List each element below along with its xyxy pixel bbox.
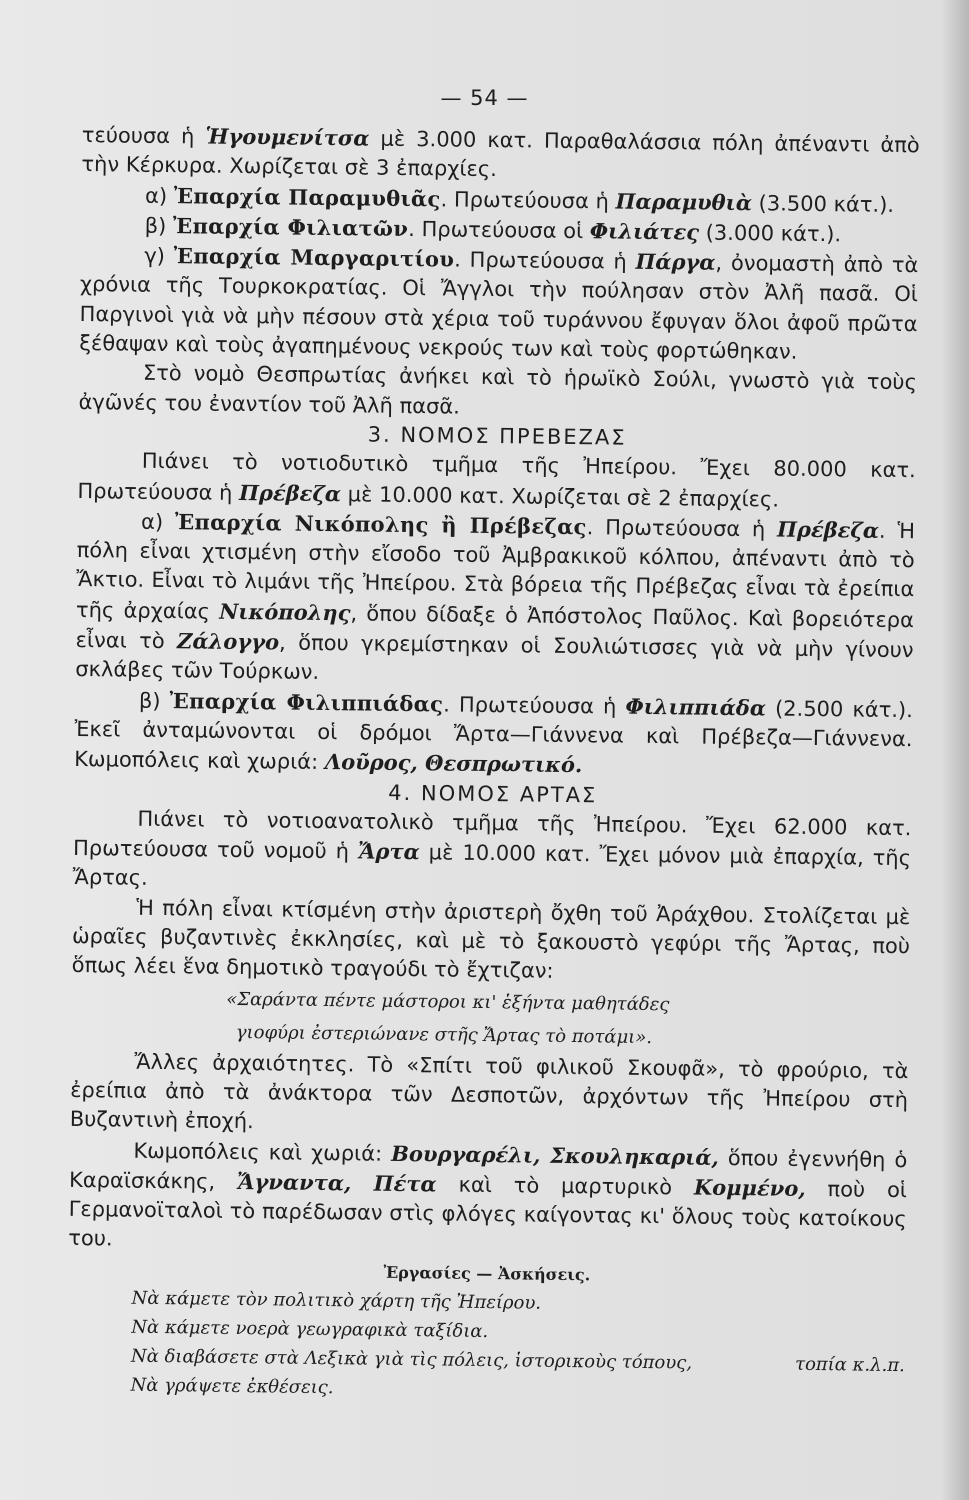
folk-song-line-2: γιοφύρι ἐστεριώνανε στῆς Ἄρτας τὸ ποτάμι».: [235, 1021, 653, 1048]
page-number: — 54 —: [440, 86, 529, 110]
paragraph-souli: Στὸ νομὸ Θεσπρωτίας ἀνήκει καὶ τὸ ἡρωϊκὸ Σούλι, γνωστὸ γιὰ τοὺς ἀγῶνές του ἐναντίον τοῦ Ἀλῆ πασᾶ.: [78, 361, 918, 419]
province-nikopoli: α) Ἐπαρχία Νικόπολης ἢ Πρέβεζας. Πρωτεύουσα ἡ Πρέβεζα. Ἡ πόλη εἶναι χτισμένη στὴν εἴσοδο τοῦ Ἀμβρακικοῦ κόλπου, ἀπέναντι ἀπὸ τὸ Ἄκτιο. Εἶναι τὸ λιμάνι τῆς Ἠπείρου. Στὰ βόρεια τῆς Πρέβεζας εἶναι τὰ ἐρείπια τῆς ἀρχαίας Νικόπολης, ὅπου δίδαξε ὁ Ἀπόστολος Παῦλος. Καὶ βορειότερα εἶναι τὸ Ζάλογγο, ὅπου γκρεμίστηκαν οἱ Σουλιώτισσες γιὰ νὰ μὴν γίνουν σκλάβες τῶν Τούρκων.: [75, 509, 916, 685]
paragraph-villages: Κωμοπόλεις καὶ χωριά: Βουργαρέλι, Σκουληκαριά, ὅπου ἐγεννήθη ὁ Καραϊσκάκης, Ἄγναντα, Πέτα καὶ τὸ μαρτυρικὸ Κομμένο, ποὺ οἱ Γερμανοϊταλοὶ τὸ παρέδωσαν στὶς φλόγες καίγοντας κι' ὅλους τοὺς κατοίκους του.: [68, 1138, 908, 1251]
exercises-heading: Ἐργασίες — Ἀσκήσεις.: [383, 1262, 591, 1284]
exercise-item-1: Νὰ κάμετε τὸν πολιτικὸ χάρτη τῆς Ἠπείρου.: [131, 1287, 542, 1314]
folk-song-line-1: «Σαράντα πέντε μάστοροι κι' ἑξήντα μαθητάδες: [226, 988, 670, 1015]
section-heading-preveza: 3. ΝΟΜΟΣ ΠΡΕΒΕΖΑΣ: [367, 422, 627, 450]
page-body: [66, 120, 920, 1409]
place-igoumenitsa: Ἡγουμενίτσα: [205, 123, 370, 151]
exercise-item-4: Νὰ γράψετε ἐκθέσεις.: [130, 1374, 334, 1399]
paragraph-preveza-intro: Πιάνει τὸ νοτιοδυτικὸ τμῆμα τῆς Ἠπείρου. Ἔχει 80.000 κατ. Πρωτεύουσα ἡ Πρέβεζα μὲ 10.000 κατ. Χωρίζεται σὲ 2 ἐπαρχίες.: [77, 449, 916, 512]
exercise-item-2: Νὰ κάμετε νοερὰ γεωγραφικὰ ταξίδια.: [131, 1316, 489, 1343]
paragraph-igoumenitsa: τεύουσα ἡ Ἡγουμενίτσα μὲ 3.000 κατ. Παραθαλάσσια πόλη ἀπέναντι ἀπὸ τὴν Κέρκυρα. Χωρίζεται σὲ 3 ἐπαρχίες.: [81, 122, 920, 182]
section-heading-arta: 4. ΝΟΜΟΣ ΑΡΤΑΣ: [388, 780, 598, 807]
province-filippiada: β) Ἐπαρχία Φιλιππιάδας. Πρωτεύουσα ἡ Φιλιππιάδα (2.500 κάτ.). Ἐκεῖ ἀνταμώνονται οἱ δρόμοι Ἄρτα—Γιάννενα καὶ Πρέβεζα—Γιάννενα. Κωμοπόλεις καὶ χωριά: Λοῦρος, Θεσπρωτικό.: [74, 687, 913, 778]
paragraph-arta-intro: Πιάνει τὸ νοτιοανατολικὸ τμῆμα τῆς Ἠπείρου. Ἔχει 62.000 κατ. Πρωτεύουσα τοῦ νομοῦ ἡ Ἄρτα μὲ 10.000 κατ. Ἔχει μόνον μιὰ ἐπαρχία, τῆς Ἄρτας.: [72, 806, 912, 891]
province-margariti: γ) Ἐπαρχία Μαργαριτίου. Πρωτεύουσα ἡ Πάργα, ὀνομαστὴ ἀπὸ τὰ χρόνια τῆς Τουρκοκρατίας. Οἱ Ἄγγλοι τὴν πούλησαν στὸν Ἀλῆ πασᾶ. Οἱ Παργινοὶ γιὰ νὰ μὴν πέσουν στὰ χέρια τοῦ τυράννου ἔφυγαν ὅλοι ἀφοῦ πρῶτα ξέθαψαν καὶ τοὺς ἀγαπημένους νεκρούς των καὶ τοὺς φορτώθηκαν.: [79, 243, 919, 364]
province-filiates: β) Ἐπαρχία Φιλιατῶν. Πρωτεύουσα οἱ Φιλιάτες (3.000 κάτ.).: [144, 213, 842, 247]
paragraph-arta-city: Ἡ πόλη εἶναι κτίσμένη στὴν ἀριστερὴ ὄχθη τοῦ Ἀράχθου. Στολίζεται μὲ ὡραῖες βυζαντινὲς ἐκκλησίες, καὶ μὲ τὸ ξακουστὸ γεφύρι τῆς Ἄρτας, ποὺ ὅπως λέει ἕνα δημοτικὸ τραγούδι τὸ ἔχτιζαν:: [71, 895, 911, 984]
exercise-item-3: Νὰ διαβάσετε στὰ Λεξικὰ γιὰ τὶς πόλεις, ἱστορικοὺς τόπους, τοπία κ.λ.π.: [130, 1345, 905, 1377]
province-paramythia: α) Ἐπαρχία Παραμυθιᾶς. Πρωτεύουσα ἡ Παραμυθιὰ (3.500 κάτ.).: [144, 182, 895, 217]
paragraph-antiquities: Ἄλλες ἀρχαιότητες. Τὸ «Σπίτι τοῦ φιλικοῦ Σκουφᾶ», τὸ φρούριο, τὰ ἐρείπια ἀπὸ τὰ ἀνάκτορα τῶν Δεσποτῶν, ἀρχόντων τῆς Ἠπείρου στὴ Βυζαντινὴ ἐποχή.: [69, 1049, 909, 1134]
